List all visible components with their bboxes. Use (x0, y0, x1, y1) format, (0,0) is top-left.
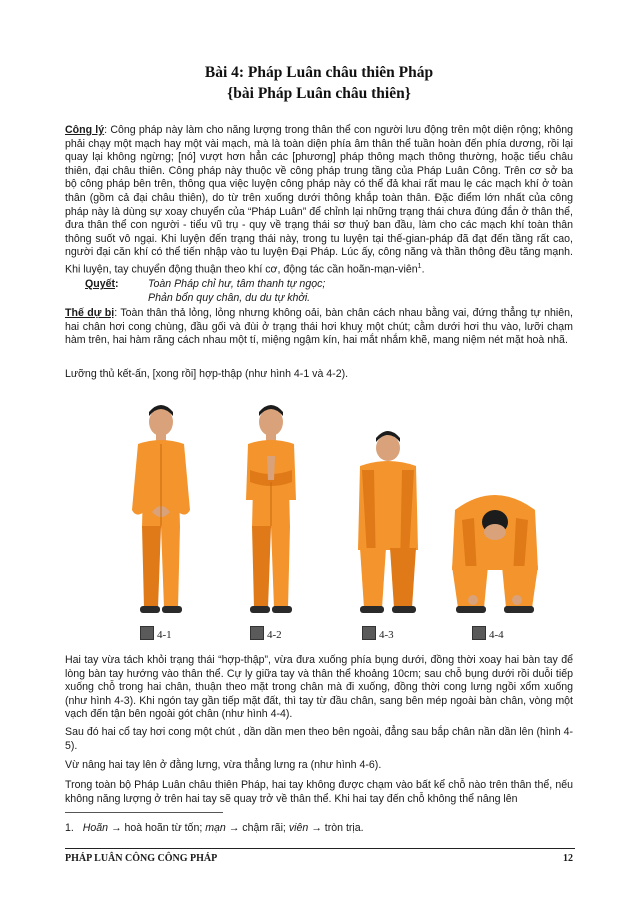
quyet-line-2: Phản bổn quy chân, du du tự khởi. (148, 291, 311, 304)
footnote-divider (65, 812, 223, 813)
quyet-verse (148, 278, 325, 305)
figure-4-2-caption: 4-2 (250, 626, 282, 641)
figure-seal-icon (472, 626, 486, 640)
footer-divider (65, 848, 575, 849)
footnote: 1. Hoãn → hoà hoãn từ tốn; mạn → chậm rãi; viên → tròn trịa. (65, 822, 364, 834)
sau-do-paragraph: Sau đó hai cổ tay hơi cong một chút , dần dần men theo bên ngoài, đẳng sau bắp chân nần dần lên (hình 4-5). (65, 726, 573, 752)
figure-4-3-illustration (338, 400, 438, 620)
page-number: 12 (563, 853, 573, 864)
cong-ly-paragraph: Công lý: Công pháp này làm cho năng lượng trong thân thể con người lưu động trên một diện rộng; không phải chạy một mạch hay một vài mạch, mà là toàn diện phía âm thân thể tuần hoàn đến phía dương, rồi lại quay lại không ngừng; [nó] vượt hơn hẳn các [phương] pháp thông mạch thông thường, hoặc tiểu châu thiên, đại châu thiên. Công pháp này thuộc về công pháp trung tầng của Pháp Luân Công. Trên cơ sở ba bộ công pháp bên trên, thông qua việc luyện công pháp này có thể đả khai rất mau lẹ các mạch khí ở toàn thân (gồm cả đại châu thiên), do từ trên xuống dưới thông khắp toàn thân. Đặc điểm lớn nhất của công pháp này là dùng sự xoay chuyển của “Pháp Luân” để chỉnh lại những trạng thái chưa đúng đắn ở thân thể, đưa thân thể con người - tiểu vũ trụ - quy về trạng thái sơ thuỷ ban đầu, làm cho các mạch khí toàn thân thông suốt vô ngại. Khi luyện đến trạng thái này, trong tu luyện tại thế-gian-pháp đã đạt đến tầng rất cao, người đại căn khí có thể tiến nhập vào tu luyện Đại Pháp. Lúc ấy, công năng và thần thông đều tăng mạnh. Khi luyện, tay chuyển động thuận theo khí cơ, động tác cần hoãn-mạn-viên$^1$. (65, 124, 573, 276)
luong-thu-paragraph: Lưỡng thủ kết-ấn, [xong rồi] hợp-thập (như hình 4-1 và 4-2). (65, 368, 349, 380)
cong-ly-text: : Công pháp này làm cho năng lượng trong thân thể con người lưu động trên một diện rộng; không phải chạy một mạch hay một vài mạch, mà là toàn diện phía âm thân thể tuần hoàn đến phía dương, rồi lại quay lại không ngừng; [nó] vượt hơn hẳn các [phương] pháp thông mạch thông thường, hoặc tiểu châu thiên, đại châu thiên. Công pháp này thuộc về công pháp trung tầng của Pháp Luân Công. Trên cơ sở ba bộ công pháp bên trên, thông qua việc luyện công pháp này có thể đả khai rất mau lẹ các mạch khí ở toàn thân (gồm cả đại châu thiên), do từ trên xuống dưới thông khắp toàn thân. Đặc điểm lớn nhất của công pháp này là dùng sự xoay chuyển của “Pháp Luân” để chỉnh lại những trạng thái chưa đúng đắn ở thân thể, đưa thân thể con người - tiểu vũ trụ - quy về trạng thái sơ thuỷ ban đầu, làm cho các mạch khí toàn thân thông suốt vô ngại. Khi luyện đến trạng thái này, trong tu luyện tại thế-gian-pháp đã đạt đến tầng rất cao, người đại căn khí có thể tiến nhập vào tu luyện Đại Pháp. Lúc ấy, công năng và thần thông đều tăng mạnh. Khi luyện, tay chuyển động thuận theo khí cơ, động tác cần hoãn-mạn-viên (65, 124, 573, 276)
figure-seal-icon (140, 626, 154, 640)
the-du-bi-text: : Toàn thân thả lỏng, lỏng nhưng không oải, bàn chân cách nhau bằng vai, đứng thẳng tự nhiên, hai chân hơi cong chùng, đầu gối và đùi ở trạng thái hơi khuỵ một chút; cằm dưới hơi thu vào, lưỡi chạm hàm trên, hai hàm răng cách nhau một tí, miệng ngậm kín, hai mắt nhắm khẽ, mang niệm nét mặt hoà nhã. (65, 307, 573, 347)
figure-4-1-illustration (116, 400, 206, 620)
quyet-line-1: Toàn Pháp chỉ hư, tâm thanh tự ngọc; (148, 278, 326, 290)
trong-toan-bo-paragraph: Trong toàn bộ Pháp Luân châu thiên Pháp, hai tay không được chạm vào bất kể chỗ nào trên thân thể, nếu không năng lượng ở trên hai tay sẽ quay trở về thân thể. Khi hai tay đến chỗ không thể nâng lên (65, 779, 573, 805)
the-du-bi-label: Thế dự bị (65, 307, 115, 319)
the-du-bi-paragraph (65, 307, 573, 348)
figure-row (100, 400, 550, 650)
figure-4-2-illustration (226, 400, 316, 620)
footnote-reference[interactable]: 1 (417, 262, 422, 270)
quyet-label-block: Quyết: (85, 278, 119, 290)
figure-4-3-caption: 4-3 (362, 626, 394, 641)
lesson-subtitle: {bài Pháp Luân châu thiên} (227, 85, 411, 102)
footer-book-title: PHÁP LUÂN CÔNG CÔNG PHÁP (65, 853, 218, 864)
vu-nang-paragraph: Vừ nâng hai tay lên ở đằng lưng, vừa thẳng lưng ra (như hình 4-6). (65, 759, 382, 771)
figure-4-1-caption: 4-1 (140, 626, 172, 641)
figure-4-4-illustration (440, 400, 550, 620)
figure-seal-icon (362, 626, 376, 640)
figure-4-4-caption: 4-4 (472, 626, 504, 641)
lesson-title: Bài 4: Pháp Luân châu thiên Pháp (204, 64, 434, 81)
cong-ly-label: Công lý (65, 124, 105, 136)
figure-seal-icon (250, 626, 264, 640)
hai-tay-paragraph: Hai tay vừa tách khỏi trạng thái “hợp-thập”, vừa đưa xuống phía bụng dưới, đồng thời xoay hai bàn tay để lòng bàn tay hướng vào thân thể. Cự ly giữa tay và thân thể khoảng 10cm; sau chỗ bụng dưới rồi duỗi tiếp xuống chỗ trong hai chân, thuận theo mặt trong chân mà đi xuống, đồng thời cong lưng ngồi xổm xuống (như hình 4-3). Khi ngón tay gần tiếp mặt đất, thì tay từ đầu chân, sang bên mép ngoài bàn chân, vòng một vạch đến tận bên ngoài gót chân (như hình 4-4). (65, 654, 573, 721)
quyet-label: Quyết (85, 278, 116, 290)
